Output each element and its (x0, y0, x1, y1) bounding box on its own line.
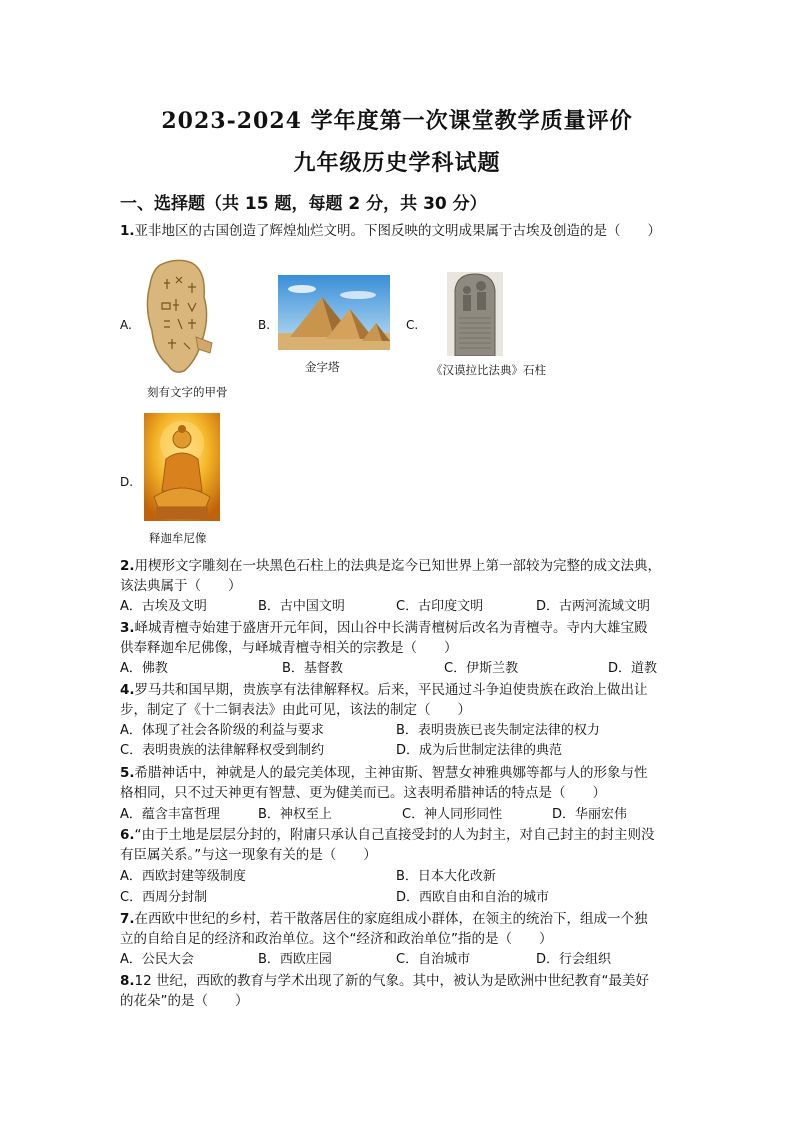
question-6-line2: 有臣属关系。”与这一现象有关的是（ ） (120, 847, 377, 863)
question-2: 2.用楔形文字雕刻在一块黑色石柱上的法典是迄今已知世界上第一部较为完整的成文法典， (120, 558, 662, 574)
hammurabi-stele-image (447, 272, 503, 356)
q5-option-c[interactable]: C．神人同形同性 (402, 807, 503, 822)
q6-option-b[interactable]: B．日本大化改新 (396, 869, 496, 884)
section-heading: 一、选择题（共 15 题，每题 2 分，共 30 分） (120, 194, 487, 214)
q6-option-a[interactable]: A．西欧封建等级制度 (120, 869, 246, 884)
exam-subtitle: 九年级历史学科试题 (293, 150, 501, 176)
q2-option-a[interactable]: A．古埃及文明 (120, 599, 207, 614)
buddha-statue-image (144, 413, 220, 521)
q4-option-a[interactable]: A．体现了社会各阶级的利益与要求 (120, 723, 324, 738)
q4-option-c[interactable]: C．表明贵族的法律解释权受到制约 (120, 743, 325, 758)
option-a-letter: A. (120, 318, 132, 332)
option-d-caption: 释迦牟尼像 (149, 531, 207, 545)
q7-option-c[interactable]: C．自治城市 (396, 952, 471, 967)
q3-option-b[interactable]: B．基督教 (282, 661, 343, 676)
q5-option-d[interactable]: D．华丽宏伟 (552, 807, 628, 822)
question-5: 5.希腊神话中，神就是人的最完美体现，主神宙斯、智慧女神雅典娜等都与人的形象与性 (120, 765, 648, 781)
oracle-bone-image (140, 257, 214, 375)
question-8: 8.12 世纪，西欧的教育与学术出现了新的气象。其中，被认为是欧洲中世纪教育“最美好 (120, 973, 649, 989)
q3-option-a[interactable]: A．佛教 (120, 661, 168, 676)
option-c-letter: C. (406, 318, 419, 332)
q5-option-a[interactable]: A．蕴含丰富哲理 (120, 807, 220, 822)
q6-option-d[interactable]: D．西欧自由和自治的城市 (396, 890, 550, 905)
question-1: 1.亚非地区的古国创造了辉煌灿烂文明。下图反映的文明成果属于古埃及创造的是（ ） (120, 223, 662, 239)
q7-option-b[interactable]: B．西欧庄园 (258, 952, 332, 967)
q3-option-d[interactable]: D．道教 (608, 661, 658, 676)
q6-option-c[interactable]: C．西周分封制 (120, 890, 208, 905)
option-b-caption: 金字塔 (305, 360, 340, 374)
q4-option-d[interactable]: D．成为后世制定法律的典范 (396, 743, 563, 758)
question-5-line2: 格相同，只不过天神更有智慧、更为健美而已。这表明希腊神话的特点是（ ） (120, 785, 606, 801)
option-b-letter: B. (258, 318, 271, 332)
pyramids-image (278, 275, 390, 350)
q3-option-c[interactable]: C．伊斯兰教 (444, 661, 519, 676)
question-3: 3.峄城青檀寺始建于盛唐开元年间，因山谷中长满青檀树后改名为青檀寺。寺内大雄宝殿 (120, 620, 648, 636)
q2-option-b[interactable]: B．古中国文明 (258, 599, 345, 614)
q2-option-d[interactable]: D．古两河流域文明 (536, 599, 651, 614)
option-c-caption: 《汉谟拉比法典》石柱 (431, 363, 546, 377)
question-4-line2: 步，制定了《十二铜表法》由此可见，该法的制定（ ） (120, 702, 471, 718)
q2-option-c[interactable]: C．古印度文明 (396, 599, 484, 614)
question-6: 6.“由于土地是层层分封的，附庸只承认自己直接受封的人为封主，对自己封主的封主则没 (120, 827, 655, 843)
question-7-line2: 立的自给自足的经济和政治单位。这个“经济和政治单位”指的是（ ） (120, 931, 553, 947)
question-2-line2: 该法典属于（ ） (120, 578, 242, 594)
exam-title: 2023-2024 学年度第一次课堂教学质量评价 (161, 108, 633, 134)
q5-option-b[interactable]: B．神权至上 (258, 807, 332, 822)
question-3-line2: 供奉释迦牟尼佛像，与峄城青檀寺相关的宗教是（ ） (120, 640, 458, 656)
question-7: 7.在西欧中世纪的乡村，若干散落居住的家庭组成小群体，在领主的统治下，组成一个独 (120, 911, 648, 927)
q4-option-b[interactable]: B．表明贵族已丧失制定法律的权力 (396, 723, 600, 738)
option-a-caption: 刻有文字的甲骨 (147, 385, 228, 399)
question-4: 4.罗马共和国早期，贵族享有法律解释权。后来，平民通过斗争迫使贵族在政治上做出让 (120, 682, 648, 698)
question-8-line2: 的花朵”的是（ ） (120, 993, 249, 1009)
q7-option-d[interactable]: D．行会组织 (536, 952, 612, 967)
q7-option-a[interactable]: A．公民大会 (120, 952, 194, 967)
option-d-letter: D. (120, 475, 134, 489)
